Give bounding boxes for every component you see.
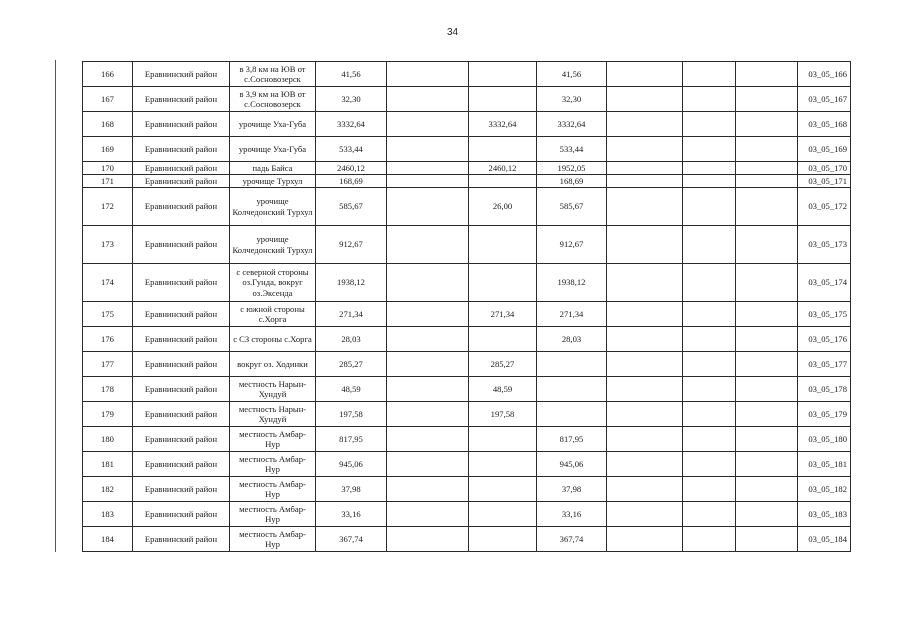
cell-column-9	[683, 327, 736, 352]
cell-district: Еравнинский район	[133, 452, 230, 477]
table-row	[83, 477, 851, 502]
cell-location: местность Амбар-Нур	[230, 502, 316, 527]
cell-row-number: 181	[83, 452, 133, 477]
cell-column-9	[683, 226, 736, 264]
cell-row-number: 169	[83, 137, 133, 162]
cell-district: Еравнинский район	[133, 87, 230, 112]
cell-column-10	[736, 87, 798, 112]
cell-column-5	[387, 162, 469, 175]
table-row	[83, 402, 851, 427]
cell-row-number: 178	[83, 377, 133, 402]
cell-column-8	[607, 137, 683, 162]
cell-column-6: 2460,12	[469, 162, 537, 175]
cell-location: с южной стороны с.Хорга	[230, 302, 316, 327]
cell-total-area: 41,56	[316, 62, 387, 87]
cell-column-7: 32,30	[537, 87, 607, 112]
table-row	[83, 188, 851, 226]
cell-plot-code: 03_05_177	[798, 352, 851, 377]
cell-location: с СЗ стороны с.Хорга	[230, 327, 316, 352]
cell-plot-code: 03_05_173	[798, 226, 851, 264]
cell-row-number: 166	[83, 62, 133, 87]
table-body	[83, 62, 851, 552]
cell-column-9	[683, 112, 736, 137]
cell-row-number: 180	[83, 427, 133, 452]
cell-column-8	[607, 527, 683, 552]
cell-column-6: 48,59	[469, 377, 537, 402]
cell-column-6	[469, 62, 537, 87]
cell-column-5	[387, 302, 469, 327]
cell-row-number: 176	[83, 327, 133, 352]
cell-column-10	[736, 188, 798, 226]
cell-column-6: 26,00	[469, 188, 537, 226]
cell-column-10	[736, 62, 798, 87]
cell-location: вокруг оз. Ходинки	[230, 352, 316, 377]
cell-total-area: 533,44	[316, 137, 387, 162]
cell-column-7: 1952,05	[537, 162, 607, 175]
cell-plot-code: 03_05_178	[798, 377, 851, 402]
cell-column-6: 3332,64	[469, 112, 537, 137]
cell-location: падь Байса	[230, 162, 316, 175]
cell-district: Еравнинский район	[133, 264, 230, 302]
cell-total-area: 32,30	[316, 87, 387, 112]
cell-location: урочище Уха-Губа	[230, 112, 316, 137]
cell-district: Еравнинский район	[133, 527, 230, 552]
cell-column-5	[387, 352, 469, 377]
cell-column-7: 585,67	[537, 188, 607, 226]
cell-column-5	[387, 112, 469, 137]
cell-column-7: 367,74	[537, 527, 607, 552]
cell-plot-code: 03_05_176	[798, 327, 851, 352]
cell-column-9	[683, 377, 736, 402]
cell-column-9	[683, 62, 736, 87]
cell-column-6	[469, 87, 537, 112]
cell-row-number: 167	[83, 87, 133, 112]
cell-total-area: 37,98	[316, 477, 387, 502]
cell-district: Еравнинский район	[133, 502, 230, 527]
cell-column-10	[736, 352, 798, 377]
cell-column-10	[736, 137, 798, 162]
cell-column-5	[387, 175, 469, 188]
cell-column-8	[607, 188, 683, 226]
table-row	[83, 112, 851, 137]
cell-row-number: 175	[83, 302, 133, 327]
cell-column-8	[607, 352, 683, 377]
cell-column-7: 28,03	[537, 327, 607, 352]
cell-row-number: 171	[83, 175, 133, 188]
cell-plot-code: 03_05_167	[798, 87, 851, 112]
left-margin-line	[55, 60, 56, 552]
cell-total-area: 3332,64	[316, 112, 387, 137]
cell-district: Еравнинский район	[133, 162, 230, 175]
cell-plot-code: 03_05_166	[798, 62, 851, 87]
cell-column-9	[683, 477, 736, 502]
cell-location: с северной стороны оз.Гунда, вокруг оз.Эксенда	[230, 264, 316, 302]
table-row	[83, 87, 851, 112]
cell-district: Еравнинский район	[133, 175, 230, 188]
cell-column-5	[387, 327, 469, 352]
cell-row-number: 179	[83, 402, 133, 427]
cell-column-7: 1938,12	[537, 264, 607, 302]
cell-column-5	[387, 477, 469, 502]
cell-column-6	[469, 527, 537, 552]
cell-location: в 3,9 км на ЮВ от с.Сосновозерск	[230, 87, 316, 112]
cell-column-7: 41,56	[537, 62, 607, 87]
cell-column-6	[469, 427, 537, 452]
cell-column-5	[387, 452, 469, 477]
cell-plot-code: 03_05_170	[798, 162, 851, 175]
cell-column-5	[387, 87, 469, 112]
cell-column-9	[683, 175, 736, 188]
cell-column-8	[607, 452, 683, 477]
cell-column-8	[607, 62, 683, 87]
cell-plot-code: 03_05_181	[798, 452, 851, 477]
cell-column-9	[683, 352, 736, 377]
cell-row-number: 170	[83, 162, 133, 175]
cell-column-8	[607, 175, 683, 188]
cell-total-area: 28,03	[316, 327, 387, 352]
cell-column-7: 168,69	[537, 175, 607, 188]
cell-column-9	[683, 302, 736, 327]
cell-row-number: 182	[83, 477, 133, 502]
cell-column-5	[387, 137, 469, 162]
cell-column-10	[736, 527, 798, 552]
cell-column-9	[683, 188, 736, 226]
cell-district: Еравнинский район	[133, 352, 230, 377]
cell-column-10	[736, 477, 798, 502]
table-row	[83, 62, 851, 87]
cell-column-8	[607, 226, 683, 264]
cell-column-5	[387, 188, 469, 226]
cell-column-10	[736, 264, 798, 302]
cell-column-8	[607, 477, 683, 502]
cell-column-5	[387, 502, 469, 527]
cell-column-9	[683, 87, 736, 112]
cell-column-8	[607, 87, 683, 112]
cell-column-6: 271,34	[469, 302, 537, 327]
cell-column-8	[607, 402, 683, 427]
cell-column-10	[736, 302, 798, 327]
cell-row-number: 172	[83, 188, 133, 226]
cell-column-6	[469, 327, 537, 352]
table-row	[83, 377, 851, 402]
cell-location: в 3,8 км на ЮВ от с.Сосновозерск	[230, 62, 316, 87]
cell-total-area: 585,67	[316, 188, 387, 226]
cell-column-10	[736, 452, 798, 477]
cell-column-9	[683, 402, 736, 427]
table-row	[83, 226, 851, 264]
cell-column-8	[607, 264, 683, 302]
cell-column-6	[469, 477, 537, 502]
cell-column-10	[736, 226, 798, 264]
cell-column-8	[607, 112, 683, 137]
table-row	[83, 327, 851, 352]
cell-plot-code: 03_05_184	[798, 527, 851, 552]
forest-plots-table	[82, 61, 851, 552]
table-row	[83, 502, 851, 527]
cell-column-7	[537, 352, 607, 377]
cell-location: местность Нарын-Хундуй	[230, 377, 316, 402]
cell-column-6	[469, 137, 537, 162]
cell-column-9	[683, 502, 736, 527]
cell-total-area: 168,69	[316, 175, 387, 188]
cell-column-9	[683, 427, 736, 452]
cell-district: Еравнинский район	[133, 226, 230, 264]
cell-column-5	[387, 377, 469, 402]
cell-district: Еравнинский район	[133, 62, 230, 87]
cell-total-area: 271,34	[316, 302, 387, 327]
cell-total-area: 1938,12	[316, 264, 387, 302]
cell-column-10	[736, 175, 798, 188]
cell-location: местность Амбар-Нур	[230, 527, 316, 552]
cell-location: местность Амбар-Нур	[230, 477, 316, 502]
cell-column-7: 33,16	[537, 502, 607, 527]
cell-column-10	[736, 502, 798, 527]
cell-location: урочище Турхул	[230, 175, 316, 188]
cell-row-number: 177	[83, 352, 133, 377]
cell-total-area: 48,59	[316, 377, 387, 402]
cell-location: урочище Уха-Губа	[230, 137, 316, 162]
cell-column-6: 285,27	[469, 352, 537, 377]
table-row	[83, 175, 851, 188]
cell-district: Еравнинский район	[133, 327, 230, 352]
cell-district: Еравнинский район	[133, 477, 230, 502]
cell-column-7	[537, 377, 607, 402]
cell-column-9	[683, 452, 736, 477]
table-row	[83, 427, 851, 452]
table-row	[83, 352, 851, 377]
cell-plot-code: 03_05_168	[798, 112, 851, 137]
cell-total-area: 912,67	[316, 226, 387, 264]
cell-district: Еравнинский район	[133, 302, 230, 327]
table-row	[83, 527, 851, 552]
cell-plot-code: 03_05_175	[798, 302, 851, 327]
cell-column-10	[736, 377, 798, 402]
cell-plot-code: 03_05_174	[798, 264, 851, 302]
cell-total-area: 367,74	[316, 527, 387, 552]
cell-column-6	[469, 264, 537, 302]
cell-location: урочище Колчедонский Турхул	[230, 226, 316, 264]
cell-column-8	[607, 427, 683, 452]
cell-column-6: 197,58	[469, 402, 537, 427]
cell-plot-code: 03_05_172	[798, 188, 851, 226]
cell-column-7	[537, 402, 607, 427]
cell-column-5	[387, 62, 469, 87]
cell-column-6	[469, 502, 537, 527]
cell-location: местность Амбар-Нур	[230, 427, 316, 452]
cell-column-5	[387, 264, 469, 302]
cell-column-9	[683, 162, 736, 175]
cell-district: Еравнинский район	[133, 402, 230, 427]
cell-column-7: 271,34	[537, 302, 607, 327]
cell-column-9	[683, 137, 736, 162]
cell-column-9	[683, 527, 736, 552]
cell-column-5	[387, 527, 469, 552]
cell-location: местность Амбар-Нур	[230, 452, 316, 477]
cell-plot-code: 03_05_182	[798, 477, 851, 502]
cell-row-number: 183	[83, 502, 133, 527]
cell-total-area: 2460,12	[316, 162, 387, 175]
cell-column-6	[469, 452, 537, 477]
cell-column-7: 3332,64	[537, 112, 607, 137]
cell-column-10	[736, 427, 798, 452]
cell-plot-code: 03_05_169	[798, 137, 851, 162]
table-row	[83, 302, 851, 327]
cell-column-8	[607, 327, 683, 352]
cell-plot-code: 03_05_179	[798, 402, 851, 427]
cell-total-area: 945,06	[316, 452, 387, 477]
cell-column-5	[387, 427, 469, 452]
cell-row-number: 173	[83, 226, 133, 264]
cell-column-8	[607, 377, 683, 402]
cell-total-area: 285,27	[316, 352, 387, 377]
cell-column-6	[469, 175, 537, 188]
cell-district: Еравнинский район	[133, 377, 230, 402]
cell-column-7: 533,44	[537, 137, 607, 162]
cell-district: Еравнинский район	[133, 427, 230, 452]
cell-column-7: 817,95	[537, 427, 607, 452]
cell-row-number: 174	[83, 264, 133, 302]
cell-district: Еравнинский район	[133, 188, 230, 226]
cell-column-10	[736, 402, 798, 427]
cell-column-8	[607, 302, 683, 327]
cell-location: местность Нарын-Хундуй	[230, 402, 316, 427]
cell-plot-code: 03_05_183	[798, 502, 851, 527]
table-row	[83, 264, 851, 302]
cell-plot-code: 03_05_171	[798, 175, 851, 188]
cell-column-7: 37,98	[537, 477, 607, 502]
cell-column-9	[683, 264, 736, 302]
cell-column-7: 912,67	[537, 226, 607, 264]
cell-column-8	[607, 502, 683, 527]
page-number: 34	[446, 27, 459, 38]
cell-column-5	[387, 226, 469, 264]
cell-total-area: 33,16	[316, 502, 387, 527]
cell-column-5	[387, 402, 469, 427]
cell-plot-code: 03_05_180	[798, 427, 851, 452]
cell-location: урочище Колчедонский Турхул	[230, 188, 316, 226]
table-row	[83, 137, 851, 162]
cell-district: Еравнинский район	[133, 137, 230, 162]
cell-district: Еравнинский район	[133, 112, 230, 137]
cell-row-number: 184	[83, 527, 133, 552]
cell-column-7: 945,06	[537, 452, 607, 477]
cell-column-10	[736, 327, 798, 352]
cell-column-8	[607, 162, 683, 175]
cell-column-6	[469, 226, 537, 264]
cell-row-number: 168	[83, 112, 133, 137]
table-row	[83, 452, 851, 477]
cell-total-area: 817,95	[316, 427, 387, 452]
cell-column-10	[736, 162, 798, 175]
cell-column-10	[736, 112, 798, 137]
table-row	[83, 162, 851, 175]
cell-total-area: 197,58	[316, 402, 387, 427]
